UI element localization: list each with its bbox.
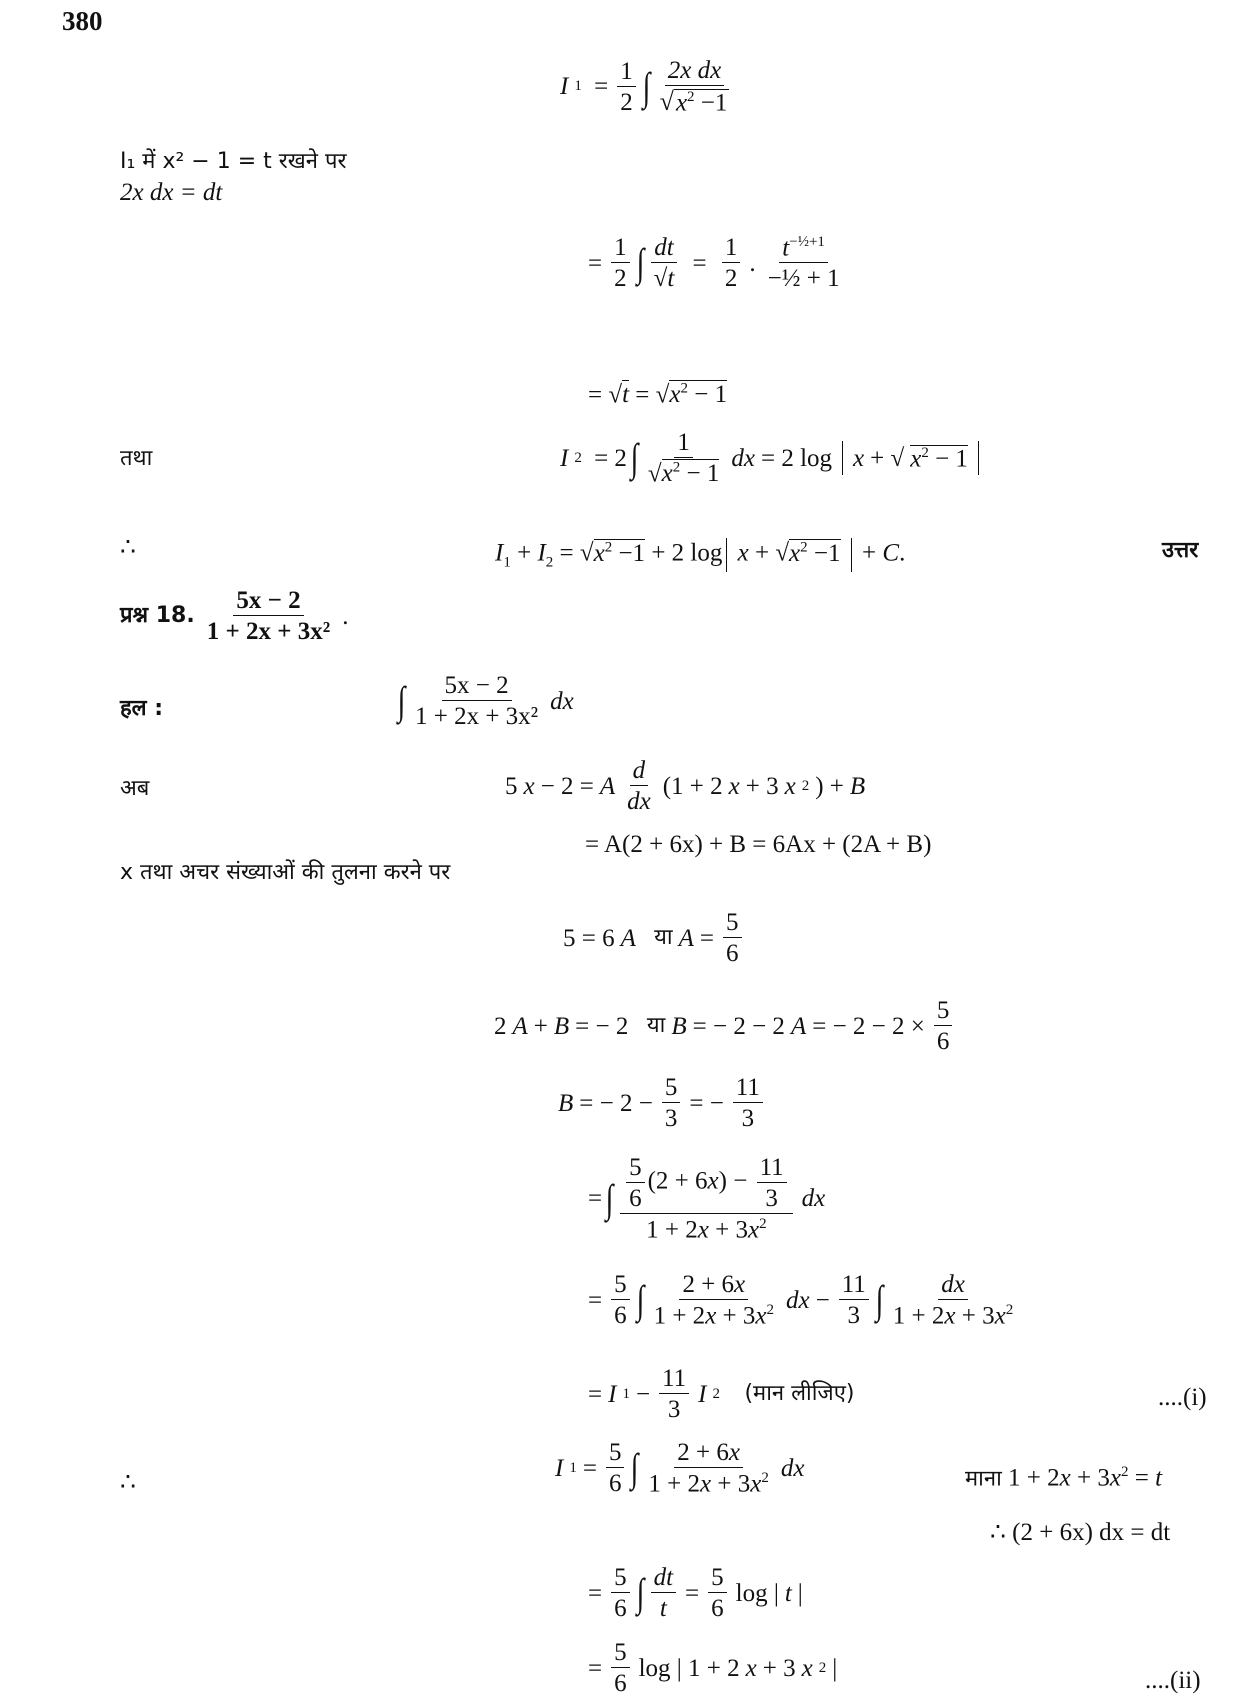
equation-b-step: 2 A + B = − 2 या B = − 2 − 2 A = − 2 − 2 × 5 6 [494,998,955,1054]
equation-i1-definition: I 1 = 5 6 ∫ 2 + 6x $1 + 2x + 3x^2$ dx [555,1439,805,1498]
equation-a-value: 5 = 6 A या A = 5 6 [563,910,745,966]
equation-i2: I 2 = 2 ∫ 1 $√x^2 - 1$ dx = 2 log x + √ $x^2 - 1$ [560,430,983,486]
page-number: 380 [62,6,103,36]
equation-decompose: 5 x − 2 = A d dx (1 + 2 x + 3 x 2 ) + B [505,757,866,815]
label-ab: अब [120,776,150,801]
equation-substituted: = ∫ $\frac{5}{6}$ (2 + 6x) − $\frac{11}{3}$ $1 + 2x + 3x^2$ dx [588,1154,826,1244]
equation-split: = 5 6 ∫ 2 + 6x $1 + 2x + 3x^2$ dx − 11 3 ∫ dx $1 + 2x + 3x^2$ [588,1271,1014,1330]
equation-b-value: B = − 2 − 5 3 = − 11 3 [558,1075,766,1131]
equation-step-integral: = 1 2 ∫ dt √t = 1 2 . $t^{-\frac{1}{2}+1}$ −½ + 1 [588,234,840,293]
compare-text: x तथा अचर संख्याओं की तुलना करने पर [120,860,451,885]
substitution-differential: 2x dx = dt [120,179,223,206]
tag-ii: ....(ii) [1145,1667,1201,1694]
therefore-symbol: ∴ [120,534,136,561]
answer-label: उत्तर [1162,538,1199,563]
tag-i: ....(i) [1158,1384,1207,1411]
side-note-substitution: माना $1 + 2x + 3x^2 = t$ [965,1464,1163,1492]
equation-expand: = A(2 + 6x) + B = 6Ax + (2A + B) [585,831,932,858]
label-tatha: तथा [120,446,153,471]
substitution-text: I₁ में x² − 1 = t रखने पर [120,149,347,174]
equation-i1-i2-combo: = I 1 − 11 3 I 2 (मान लीजिए) [588,1365,855,1423]
therefore-symbol-2: ∴ [120,1469,136,1496]
label-hal: हल : [120,696,164,721]
side-note-differential: ∴ (2 + 6x) dx = dt [990,1519,1171,1546]
equation-final-log: = 5 6 log | 1 + 2 x + 3 x 2 | [588,1639,838,1697]
equation-i1-plus-i2: $I_1 + I_2 = √x^2 -1 + 2$ $\log x + √x^2 -1 + C$. [495,539,906,571]
equation-log-t: = 5 6 ∫ dt t = 5 6 log | t | [588,1564,803,1622]
equation-i1: I 1 = 1 2 ∫ 2x dx √ $x^2 -1$ [560,57,728,117]
question-18: प्रश्न 18. 5x − 2 1 + 2x + 3x² . [120,587,349,645]
equation-sqrt-result: = $√t = √x^2 - 1$ [588,381,728,409]
equation-solution-integral: ∫ 5x − 2 1 + 2x + 3x² dx [397,672,574,730]
